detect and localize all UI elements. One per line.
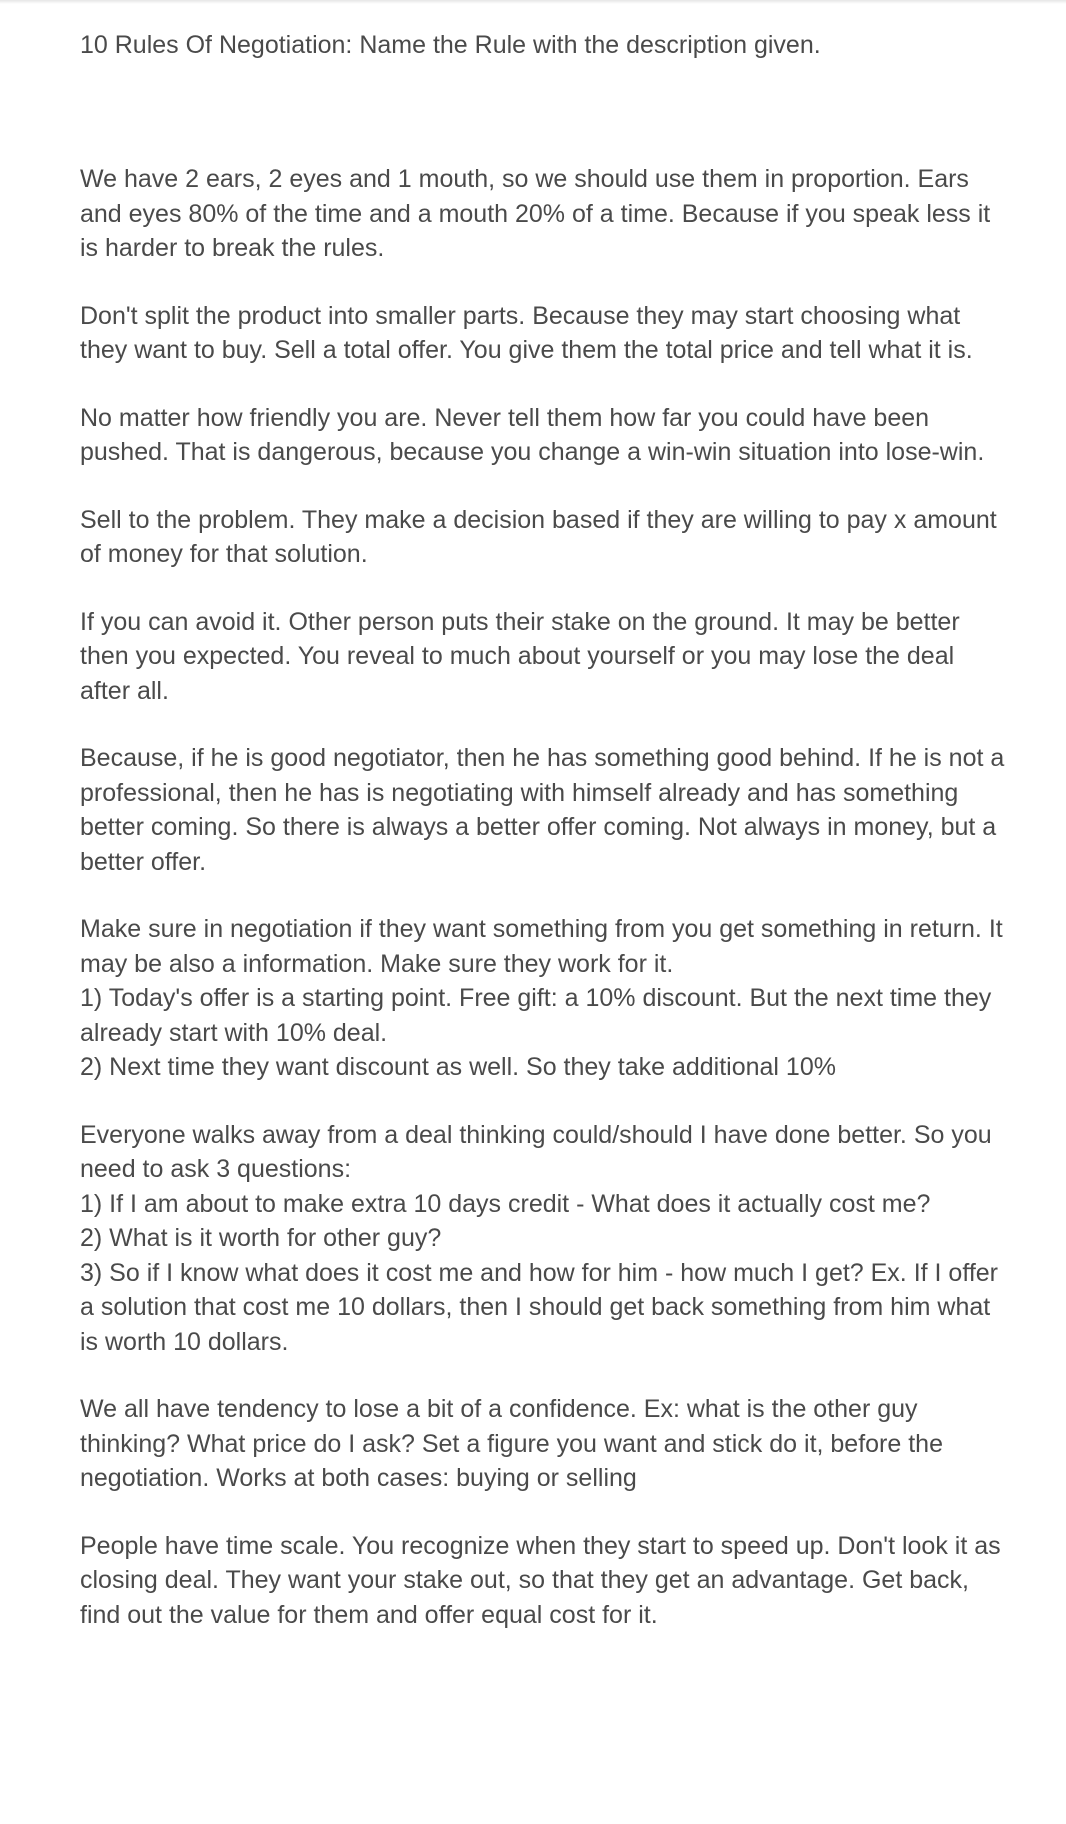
- rule-text: Because, if he is good negotiator, then he has something good behind. If he is not a professional, then he has is negotiating with himself already and has something better coming. So there is always a better offer coming. Not always in money, but a better offer.: [80, 744, 1005, 876]
- rule-description-3: [80, 401, 1010, 470]
- rule-text: We all have tendency to lose a bit of a confidence. Ex: what is the other guy thinking? What price do I ask? Set a figure you want and stick do it, before the negotiation. Works at both cases: buying or selling: [80, 1395, 943, 1492]
- rules-list: [80, 162, 1010, 1632]
- rule-text: Make sure in negotiation if they want something from you get something in return. It may be also a information. Make sure they work for it.: [80, 915, 1003, 978]
- rule-description-6: [80, 741, 1010, 879]
- document-page: [80, 28, 1010, 1665]
- rule-description-10: [80, 1529, 1010, 1633]
- rule-point-2: 2) Next time they want discount as well. So they take additional 10%: [80, 1053, 836, 1081]
- rule-text: No matter how friendly you are. Never tell them how far you could have been pushed. That is dangerous, because you change a win-win situation into lose-win.: [80, 403, 985, 466]
- rule-description-4: [80, 503, 1010, 572]
- rule-description-1: [80, 162, 1010, 266]
- rule-description-2: [80, 299, 1010, 368]
- rule-point-1: 1) Today's offer is a starting point. Free gift: a 10% discount. But the next time they already start with 10% deal.: [80, 984, 992, 1047]
- rule-text: We have 2 ears, 2 eyes and 1 mouth, so we should use them in proportion. Ears and eyes 80% of the time and a mouth 20% of a time. Because if you speak less it is harder to break the rules.: [80, 165, 991, 262]
- rule-text: Everyone walks away from a deal thinking could/should I have done better. So you need to ask 3 questions:: [80, 1120, 992, 1183]
- rule-question-2: 2) What is it worth for other guy?: [80, 1224, 442, 1252]
- rule-question-1: 1) If I am about to make extra 10 days credit - What does it actually cost me?: [80, 1189, 931, 1218]
- rule-description-8: [80, 1118, 1010, 1360]
- rule-description-5: [80, 605, 1010, 709]
- rule-question-3: 3) So if I know what does it cost me and how for him - how much I get? Ex. If I offer a solution that cost me 10 dollars, then I should get back something from him what is worth 10 dollars.: [80, 1258, 999, 1356]
- document-title: 10 Rules Of Negotiation: Name the Rule with the description given.: [80, 31, 821, 59]
- page-top-edge: [0, 0, 1066, 4]
- rule-text: People have time scale. You recognize when they start to speed up. Don't look it as closing deal. They want your stake out, so that they get an advantage. Get back, find out the value for them and offer equal cost for it.: [80, 1531, 1001, 1629]
- rule-text: Sell to the problem. They make a decision based if they are willing to pay x amount of money for that solution.: [80, 505, 997, 568]
- rule-description-7: [80, 912, 1010, 1085]
- rule-text: Don't split the product into smaller parts. Because they may start choosing what they want to buy. Sell a total offer. You give them the total price and tell what it is.: [80, 301, 973, 364]
- rule-text: If you can avoid it. Other person puts their stake on the ground. It may be better then you expected. You reveal to much about yourself or you may lose the deal after all.: [80, 607, 960, 705]
- rule-description-9: [80, 1392, 1010, 1496]
